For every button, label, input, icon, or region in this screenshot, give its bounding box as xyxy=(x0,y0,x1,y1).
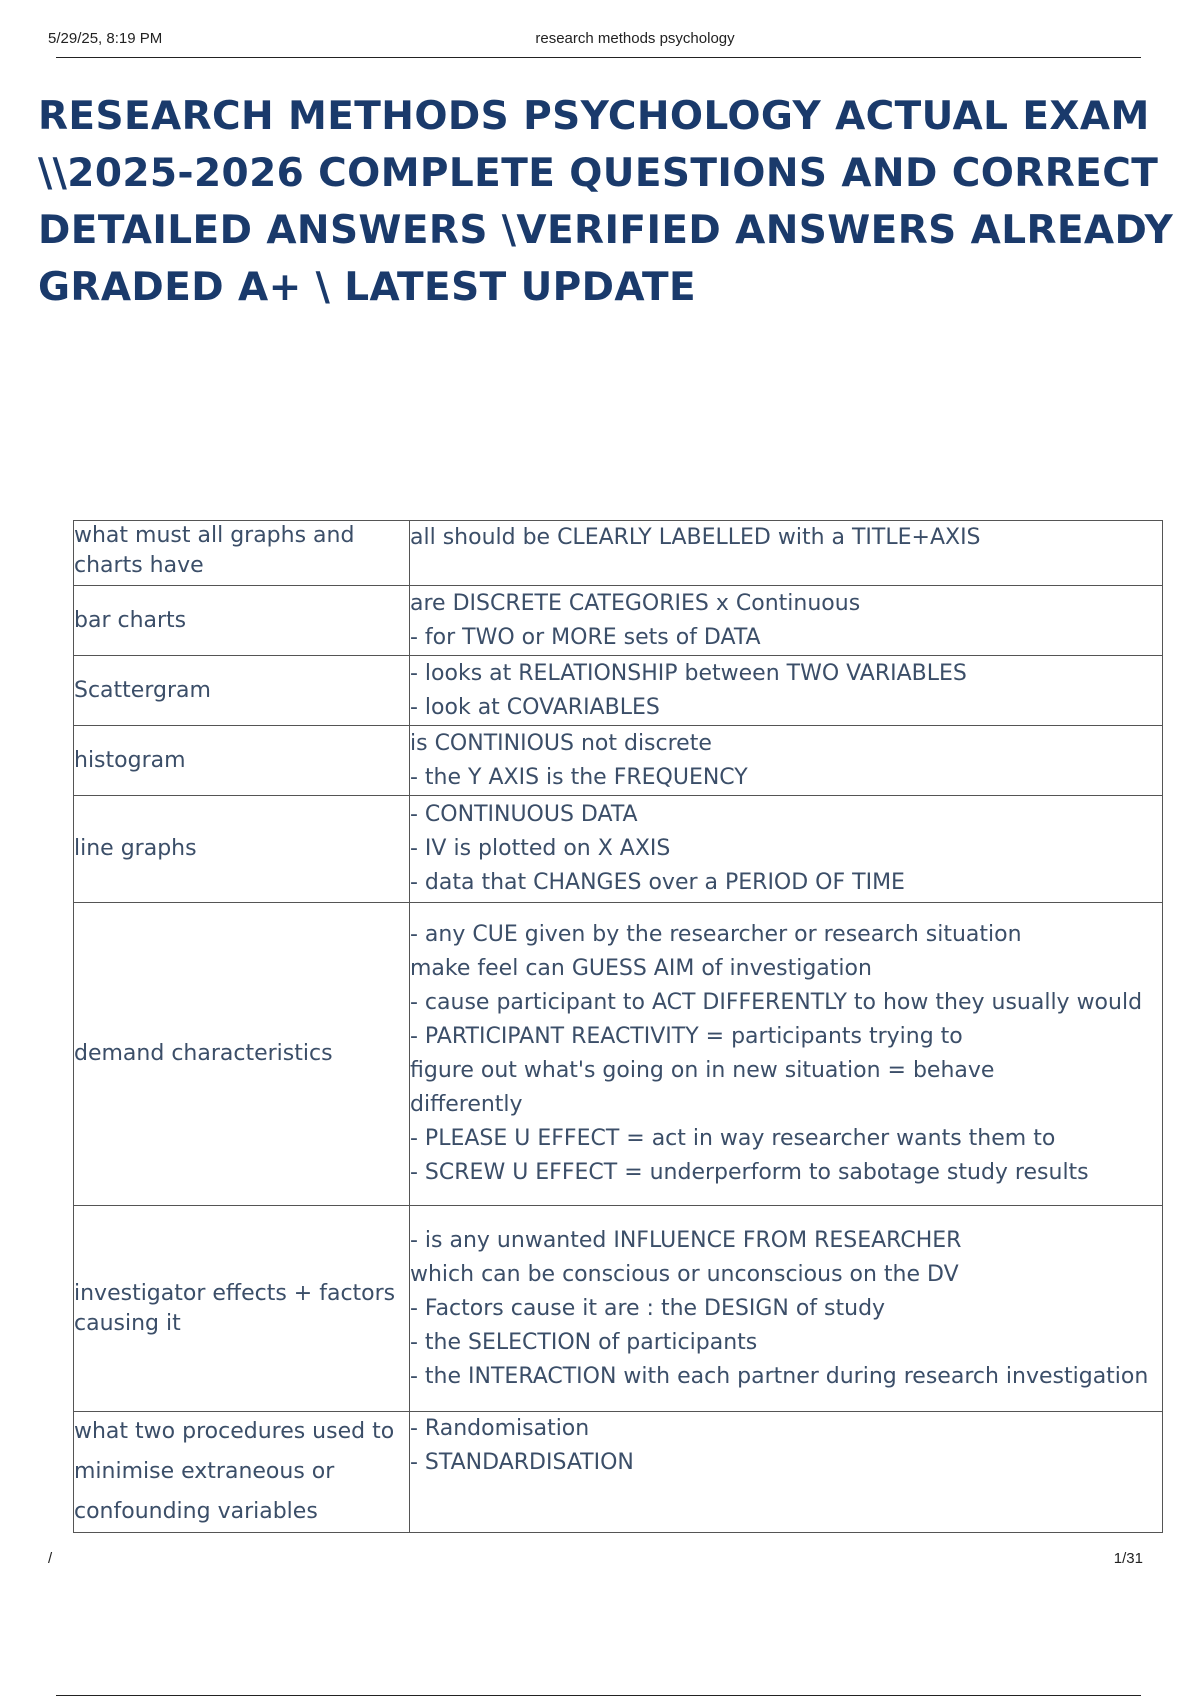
question-cell: histogram xyxy=(74,726,410,796)
qa-table xyxy=(73,520,1163,1533)
table-row xyxy=(74,586,1163,656)
answer-line: - PLEASE U EFFECT = act in way researcher wants them to xyxy=(410,1126,1056,1151)
answer-line: - Randomisation xyxy=(410,1416,590,1441)
answer-line: - looks at RELATIONSHIP between TWO VARIABLES xyxy=(410,660,967,686)
answer-line: - the SELECTION of participants xyxy=(410,1329,758,1355)
answer-line: - the Y AXIS is the FREQUENCY xyxy=(410,764,748,790)
table-row xyxy=(74,521,1163,586)
question-cell: what two procedures used to minimise extraneous or confounding variables xyxy=(74,1412,410,1533)
question-cell: demand characteristics xyxy=(74,903,410,1206)
answer-line: are DISCRETE CATEGORIES x Continuous xyxy=(410,590,861,616)
page-title: RESEARCH METHODS PSYCHOLOGY ACTUAL EXAM \\2025-2026 COMPLETE QUESTIONS AND CORRECT DETAILED ANSWERS \VERIFIED ANSWERS ALREADY GRADED A+ \ LATEST UPDATE xyxy=(38,94,1174,310)
answer-line: - SCREW U EFFECT = underperform to sabotage study results xyxy=(410,1160,1089,1185)
answer-line: is CONTINIOUS not discrete xyxy=(410,730,712,756)
answer-cell xyxy=(410,903,1163,1206)
answer-line: - cause participant to ACT DIFFERENTLY to how they usually would xyxy=(410,990,1143,1015)
question-cell: line graphs xyxy=(74,796,410,903)
table-row xyxy=(74,796,1163,903)
print-datetime: 5/29/25, 8:19 PM xyxy=(48,30,163,47)
document-title: research methods psychology xyxy=(535,30,735,47)
footer-url: / xyxy=(48,1550,53,1567)
question-cell: bar charts xyxy=(74,586,410,656)
table-row xyxy=(74,903,1163,1206)
header-divider xyxy=(56,57,1141,58)
answer-line: differently xyxy=(410,1092,523,1117)
question-cell: what must all graphs and charts have xyxy=(74,521,410,586)
answer-cell xyxy=(410,656,1163,726)
table-row xyxy=(74,726,1163,796)
answer-line: - for TWO or MORE sets of DATA xyxy=(410,624,761,650)
question-cell: Scattergram xyxy=(74,656,410,726)
answer-line: - PARTICIPANT REACTIVITY = participants trying to xyxy=(410,1024,963,1049)
answer-line: - is any unwanted INFLUENCE FROM RESEARCHER xyxy=(410,1227,962,1253)
answer-line: - STANDARDISATION xyxy=(410,1450,634,1475)
table-row xyxy=(74,656,1163,726)
answer-line: - IV is plotted on X AXIS xyxy=(410,836,671,861)
answer-line: - the INTERACTION with each partner during research investigation xyxy=(410,1363,1149,1389)
answer-line: - Factors cause it are : the DESIGN of study xyxy=(410,1295,886,1321)
table-row xyxy=(74,1412,1163,1533)
answer-line: - look at COVARIABLES xyxy=(410,694,660,720)
answer-line: make feel can GUESS AIM of investigation xyxy=(410,956,872,981)
answer-line: - any CUE given by the researcher or research situation xyxy=(410,922,1022,947)
answer-line: - data that CHANGES over a PERIOD OF TIME xyxy=(410,870,905,895)
table-row xyxy=(74,1206,1163,1412)
answer-line: - CONTINUOUS DATA xyxy=(410,802,638,827)
answer-line: which can be conscious or unconscious on the DV xyxy=(410,1261,959,1287)
answer-cell xyxy=(410,586,1163,656)
answer-cell xyxy=(410,726,1163,796)
question-cell: investigator effects + factors causing it xyxy=(74,1206,410,1412)
answer-cell xyxy=(410,521,1163,586)
answer-line: figure out what's going on in new situation = behave xyxy=(410,1058,995,1083)
answer-cell xyxy=(410,1206,1163,1412)
page-number: 1/31 xyxy=(1113,1550,1143,1567)
bottom-divider xyxy=(56,1695,1141,1696)
answer-cell xyxy=(410,1412,1163,1533)
answer-cell xyxy=(410,796,1163,903)
answer-line: all should be CLEARLY LABELLED with a TITLE+AXIS xyxy=(410,525,981,550)
